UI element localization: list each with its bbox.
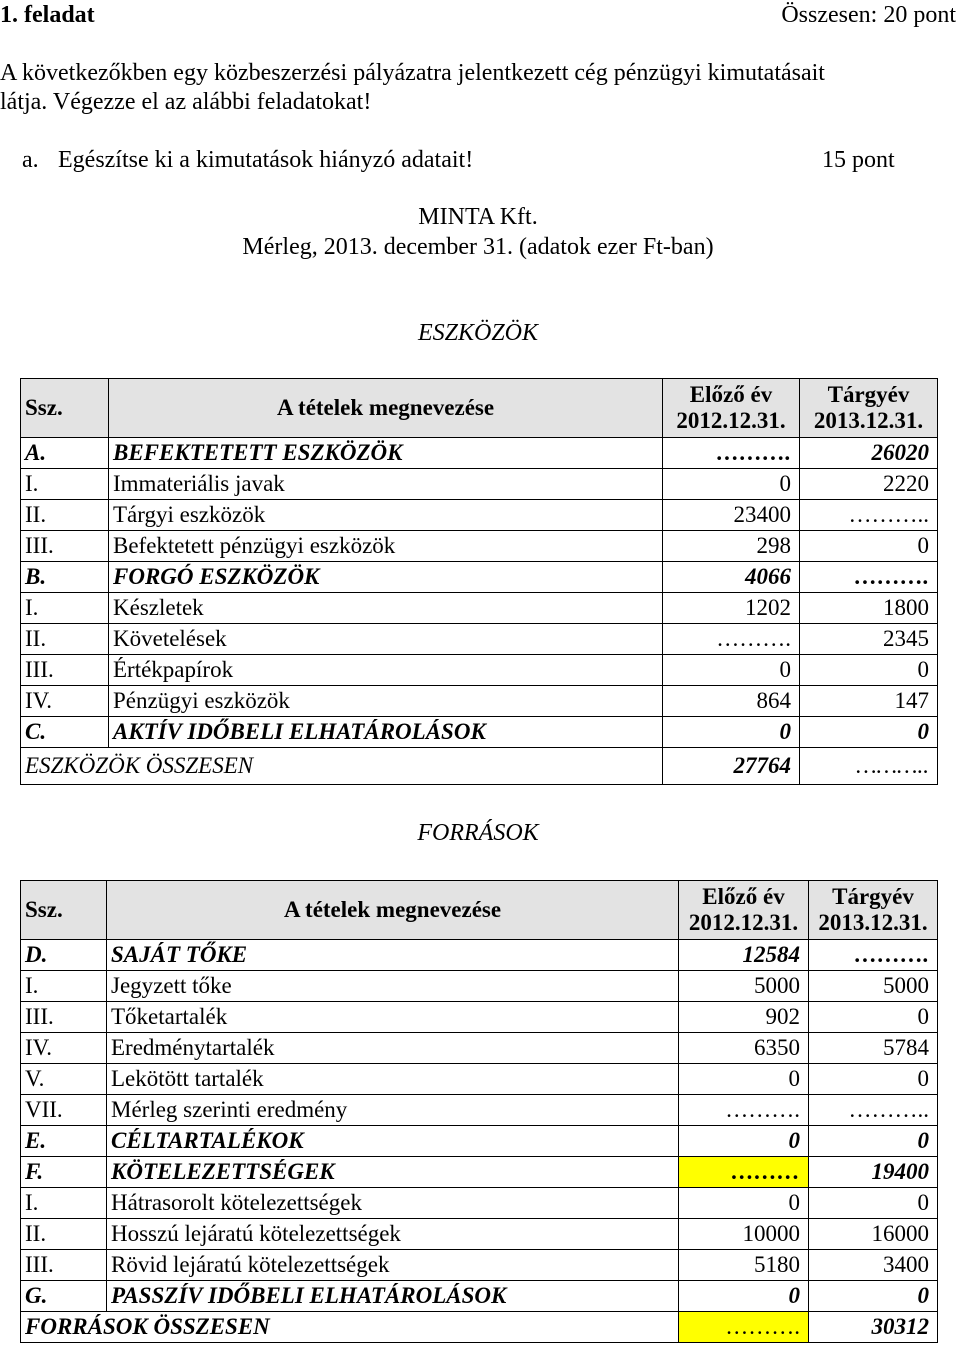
table-row — [21, 940, 938, 971]
table-row — [21, 717, 938, 748]
row-ssz: II. — [21, 500, 109, 531]
row-ssz: III. — [21, 1002, 107, 1033]
row-curr: 5000 — [809, 971, 938, 1002]
row-ssz: I. — [21, 971, 107, 1002]
task-title: 1. feladat — [0, 2, 95, 28]
table-row — [21, 593, 938, 624]
row-curr: 2220 — [800, 469, 938, 500]
row-name: Pénzügyi eszközök — [109, 686, 663, 717]
total-label: ESZKÖZÖK ÖSSZESEN — [21, 748, 663, 785]
row-curr: 5784 — [809, 1033, 938, 1064]
col-prev: Előző év 2012.12.31. — [679, 881, 809, 940]
row-name: Immateriális javak — [109, 469, 663, 500]
row-ssz: E. — [21, 1126, 107, 1157]
row-ssz: V. — [21, 1064, 107, 1095]
col-prev: Előző év 2012.12.31. — [663, 379, 800, 438]
row-prev: 5180 — [679, 1250, 809, 1281]
row-curr: ……….. — [800, 500, 938, 531]
subtask-points: 15 pont — [822, 147, 895, 173]
row-name: AKTÍV IDŐBELI ELHATÁROLÁSOK — [109, 717, 663, 748]
row-ssz: D. — [21, 940, 107, 971]
row-ssz: I. — [21, 469, 109, 500]
row-name: Hosszú lejáratú kötelezettségek — [107, 1219, 679, 1250]
row-ssz: VII. — [21, 1095, 107, 1126]
row-prev: 864 — [663, 686, 800, 717]
row-ssz: IV. — [21, 686, 109, 717]
total-prev: ………. — [679, 1312, 809, 1343]
table-row — [21, 1064, 938, 1095]
row-prev: 0 — [679, 1064, 809, 1095]
row-curr: 26020 — [800, 438, 938, 469]
row-name: Hátrasorolt kötelezettségek — [107, 1188, 679, 1219]
row-prev: 23400 — [663, 500, 800, 531]
row-ssz: F. — [21, 1157, 107, 1188]
row-name: FORGÓ ESZKÖZÖK — [109, 562, 663, 593]
subtask-text: Egészítse ki a kimutatások hiányzó adatait! — [58, 147, 474, 173]
row-name: Tárgyi eszközök — [109, 500, 663, 531]
col-curr: Tárgyév 2013.12.31. — [800, 379, 938, 438]
row-prev: ………. — [663, 438, 800, 469]
row-curr: ………. — [800, 562, 938, 593]
row-prev: 0 — [679, 1281, 809, 1312]
row-prev: 4066 — [663, 562, 800, 593]
liabilities-title: FORRÁSOK — [417, 820, 539, 846]
row-name: KÖTELEZETTSÉGEK — [107, 1157, 679, 1188]
assets-title: ESZKÖZÖK — [417, 320, 539, 346]
row-name: Jegyzett tőke — [107, 971, 679, 1002]
row-name: Készletek — [109, 593, 663, 624]
row-name: Rövid lejáratú kötelezettségek — [107, 1250, 679, 1281]
total-curr: ……….. — [800, 748, 938, 785]
row-ssz: II. — [21, 624, 109, 655]
row-prev: 0 — [663, 717, 800, 748]
row-curr: 19400 — [809, 1157, 938, 1188]
assets-header-row — [21, 379, 938, 438]
row-name: CÉLTARTALÉKOK — [107, 1126, 679, 1157]
row-curr: 16000 — [809, 1219, 938, 1250]
row-curr: 0 — [800, 655, 938, 686]
table-row — [21, 624, 938, 655]
row-name: Befektetett pénzügyi eszközök — [109, 531, 663, 562]
assets-table — [20, 378, 938, 785]
row-curr: 1800 — [800, 593, 938, 624]
row-prev: 0 — [679, 1126, 809, 1157]
liabilities-header-row — [21, 881, 938, 940]
row-name: Követelések — [109, 624, 663, 655]
col-ssz: Ssz. — [21, 379, 109, 438]
total-prev: 27764 — [663, 748, 800, 785]
row-prev: 5000 — [679, 971, 809, 1002]
col-ssz: Ssz. — [21, 881, 107, 940]
row-ssz: C. — [21, 717, 109, 748]
table-row — [21, 655, 938, 686]
row-curr: ……….. — [809, 1095, 938, 1126]
row-prev: ………. — [663, 624, 800, 655]
row-prev: 1202 — [663, 593, 800, 624]
table-row — [21, 1095, 938, 1126]
row-name: PASSZÍV IDŐBELI ELHATÁROLÁSOK — [107, 1281, 679, 1312]
row-name: Értékpapírok — [109, 655, 663, 686]
row-prev: 298 — [663, 531, 800, 562]
row-prev: 6350 — [679, 1033, 809, 1064]
subtask-label: a. — [22, 147, 39, 173]
table-row — [21, 500, 938, 531]
row-prev: 10000 — [679, 1219, 809, 1250]
row-prev: 0 — [663, 469, 800, 500]
total-curr: 30312 — [809, 1312, 938, 1343]
row-curr: 0 — [809, 1188, 938, 1219]
table-row — [21, 686, 938, 717]
col-name: A tételek megnevezése — [107, 881, 679, 940]
row-curr: 0 — [809, 1126, 938, 1157]
company-name: MINTA Kft. — [418, 204, 538, 230]
row-name: Eredménytartalék — [107, 1033, 679, 1064]
row-curr: ………. — [809, 940, 938, 971]
row-curr: 0 — [809, 1064, 938, 1095]
row-name: Mérleg szerinti eredmény — [107, 1095, 679, 1126]
col-curr: Tárgyév 2013.12.31. — [809, 881, 938, 940]
row-ssz: I. — [21, 1188, 107, 1219]
row-name: BEFEKTETETT ESZKÖZÖK — [109, 438, 663, 469]
table-row — [21, 531, 938, 562]
row-name: SAJÁT TŐKE — [107, 940, 679, 971]
row-name: Lekötött tartalék — [107, 1064, 679, 1095]
row-ssz: I. — [21, 593, 109, 624]
table-row — [21, 1250, 938, 1281]
table-row — [21, 1002, 938, 1033]
row-prev: 12584 — [679, 940, 809, 971]
total-points: Összesen: 20 pont — [781, 2, 956, 28]
row-curr: 0 — [809, 1281, 938, 1312]
table-row — [21, 1033, 938, 1064]
row-ssz: IV. — [21, 1033, 107, 1064]
row-ssz: II. — [21, 1219, 107, 1250]
row-ssz: III. — [21, 531, 109, 562]
row-curr: 0 — [809, 1002, 938, 1033]
row-curr: 2345 — [800, 624, 938, 655]
assets-total-row — [21, 748, 938, 785]
table-row — [21, 1188, 938, 1219]
row-ssz: III. — [21, 655, 109, 686]
intro-line-1: A következőkben egy közbeszerzési pályázatra jelentkezett cég pénzügyi kimutatásait — [0, 60, 825, 86]
total-label: FORRÁSOK ÖSSZESEN — [21, 1312, 679, 1343]
row-ssz: III. — [21, 1250, 107, 1281]
table-row — [21, 1281, 938, 1312]
row-prev: 0 — [679, 1188, 809, 1219]
row-ssz: B. — [21, 562, 109, 593]
table-row — [21, 1157, 938, 1188]
table-row — [21, 469, 938, 500]
row-name: Tőketartalék — [107, 1002, 679, 1033]
table-row — [21, 1219, 938, 1250]
row-prev: ………. — [679, 1095, 809, 1126]
row-ssz: G. — [21, 1281, 107, 1312]
statement-title: Mérleg, 2013. december 31. (adatok ezer Ft-ban) — [242, 234, 714, 260]
table-row — [21, 971, 938, 1002]
row-prev: 902 — [679, 1002, 809, 1033]
row-prev: ……… — [679, 1157, 809, 1188]
liabilities-table — [20, 880, 938, 1343]
row-prev: 0 — [663, 655, 800, 686]
table-row — [21, 438, 938, 469]
table-row — [21, 1126, 938, 1157]
row-curr: 147 — [800, 686, 938, 717]
liabilities-total-row — [21, 1312, 938, 1343]
row-curr: 0 — [800, 717, 938, 748]
row-curr: 0 — [800, 531, 938, 562]
col-name: A tételek megnevezése — [109, 379, 663, 438]
intro-line-2: látja. Végezze el az alábbi feladatokat! — [0, 89, 372, 115]
row-curr: 3400 — [809, 1250, 938, 1281]
row-ssz: A. — [21, 438, 109, 469]
table-row — [21, 562, 938, 593]
